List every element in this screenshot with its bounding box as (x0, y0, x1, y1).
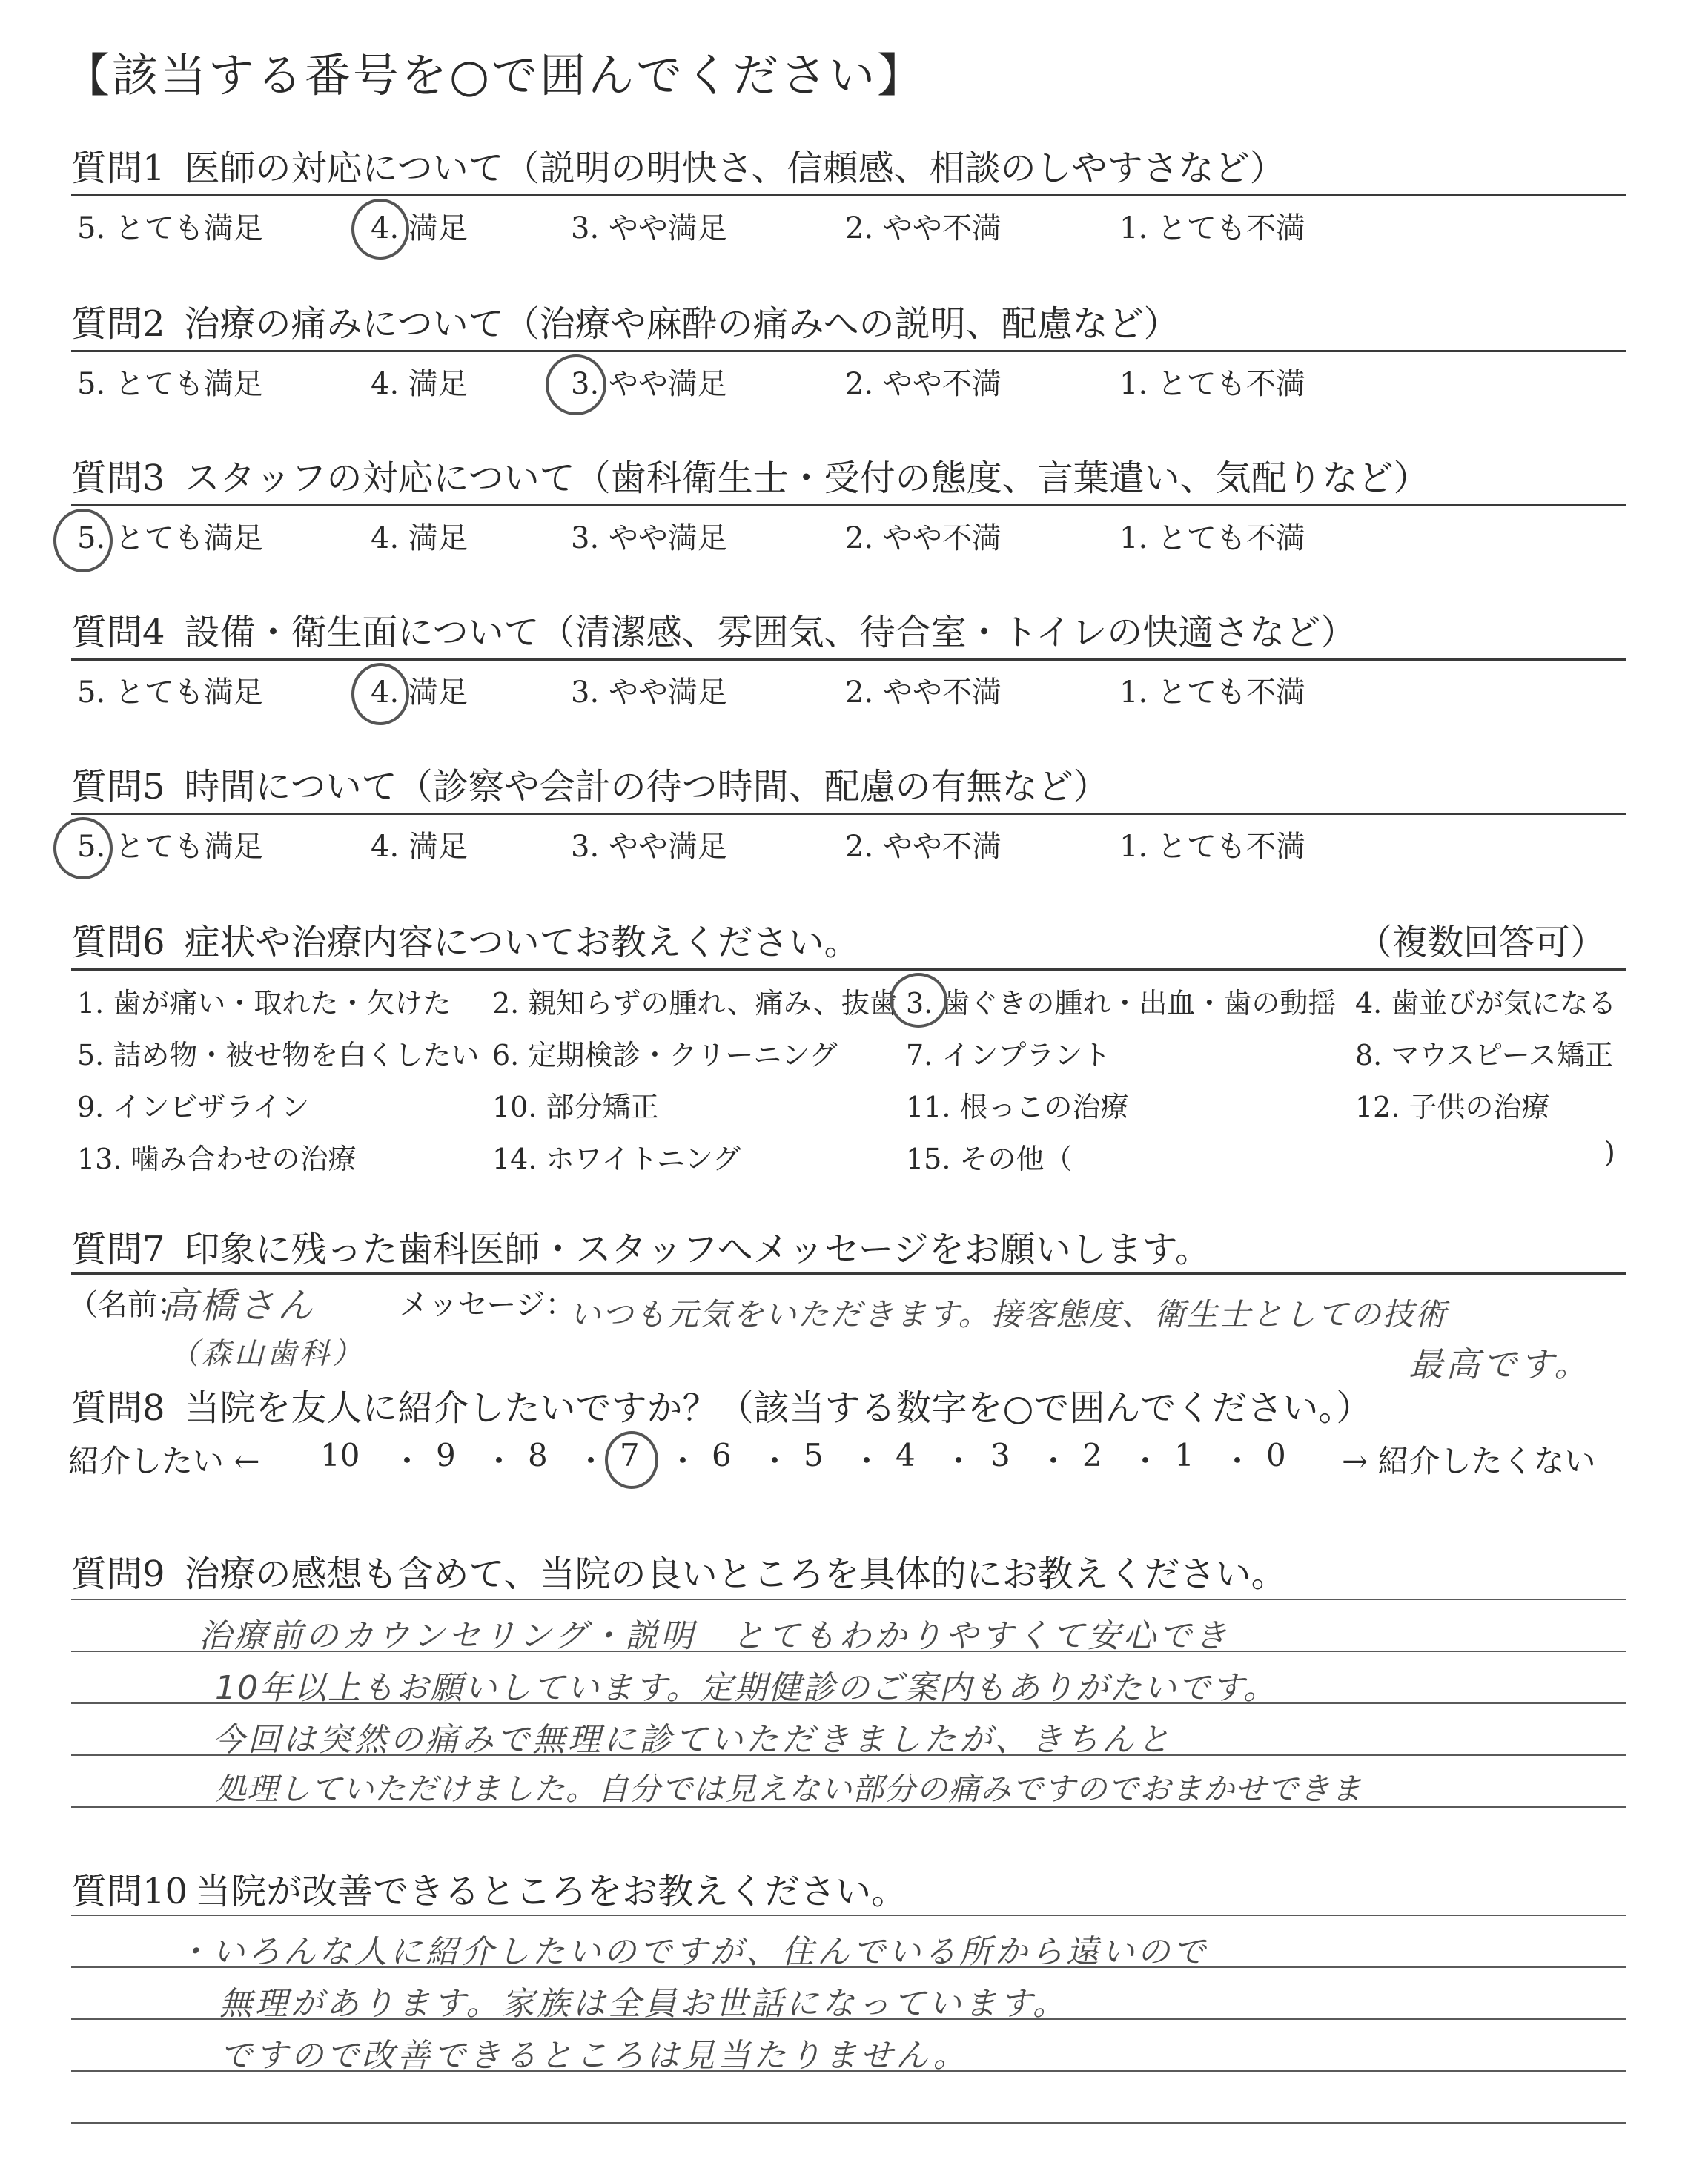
question-7-heading (71, 1221, 1211, 1272)
question-6-heading (71, 914, 860, 965)
divider (71, 504, 1626, 506)
q4-option-1[interactable]: 1. とても不満 (1119, 676, 1305, 710)
question-text: 印象に残った歯科医師・スタッフへメッセージをお願いします。 (184, 1229, 1211, 1270)
recommend-5[interactable]: 5 (804, 1437, 824, 1473)
q4-option-2[interactable]: 2. やや不満 (845, 676, 1002, 710)
recommend-3[interactable]: 3 (990, 1437, 1010, 1473)
question-8-heading (71, 1379, 1371, 1430)
q3-option-4[interactable]: 4. 満足 (371, 521, 468, 555)
q4-option-3[interactable]: 3. やや満足 (571, 676, 727, 710)
q5-option-1[interactable]: 1. とても不満 (1119, 830, 1305, 864)
q6-option-2[interactable]: 2. 親知らずの腫れ、痛み、抜歯 (492, 987, 898, 1020)
page-title: 【該当する番号を○で囲んでください】 (64, 48, 926, 102)
handwritten-message-line-1: いつも元気をいただきます。接客態度、衛生士としての技術 (569, 1296, 1448, 1332)
question-number: 質問1 (71, 148, 165, 189)
answer-line (71, 2122, 1626, 2124)
q6-option-12[interactable]: 12. 子供の治療 (1355, 1091, 1550, 1123)
q2-option-5[interactable]: 5. とても満足 (77, 367, 263, 401)
question-number: 質問6 (71, 922, 165, 963)
handwritten-answer-line: 処理していただけました。自分では見えない部分の痛みですのでおまかせできま (215, 1771, 1363, 1807)
q6-option-7[interactable]: 7. インプラント (906, 1039, 1111, 1071)
dot-separator: ・ (851, 1443, 883, 1479)
q2-option-4[interactable]: 4. 満足 (371, 367, 468, 401)
divider (71, 813, 1626, 815)
q6-option-6[interactable]: 6. 定期検診・クリーニング (492, 1039, 838, 1071)
question-text: 設備・衛生面について（清潔感、雰囲気、待合室・トイレの快適さなど） (184, 612, 1357, 653)
question-text: 当院を友人に紹介したいですか？（該当する数字を○で囲んでください。） (184, 1387, 1372, 1429)
multiple-answers-note: （複数回答可） (1357, 922, 1606, 963)
question-number: 質問10 (71, 1871, 188, 1912)
question-number: 質問4 (71, 612, 165, 653)
answer-line (71, 1915, 1626, 1916)
dot-separator: ・ (1130, 1443, 1162, 1479)
q1-option-5[interactable]: 5. とても満足 (77, 211, 263, 245)
dot-separator: ・ (1038, 1443, 1070, 1479)
q6-option-14[interactable]: 14. ホワイトニング (492, 1143, 741, 1175)
dot-separator: ・ (667, 1443, 699, 1479)
recommend-1[interactable]: 1 (1174, 1437, 1194, 1473)
handwritten-answer-line: 今回は突然の痛みで無理に診ていただきましたが、きちんと (212, 1721, 1173, 1759)
q3-option-2[interactable]: 2. やや不満 (845, 521, 1002, 555)
recommend-9[interactable]: 9 (436, 1437, 456, 1473)
q5-option-4[interactable]: 4. 満足 (371, 830, 468, 864)
handwritten-answer-line: ・いろんな人に紹介したいのですが、住んでいる所から遠いので (176, 1933, 1208, 1971)
q4-option-4[interactable]: 4. 満足 (371, 676, 468, 710)
q6-option-3[interactable]: 3. 歯ぐきの腫れ・出血・歯の動揺 (906, 987, 1337, 1020)
hand-drawn-circle (351, 199, 409, 260)
q3-option-5[interactable]: 5. とても満足 (77, 521, 263, 555)
recommend-right-label: → 紹介したくない (1342, 1443, 1596, 1479)
q6-option-9[interactable]: 9. インビザライン (77, 1091, 310, 1123)
q6-option-15[interactable]: 15. その他（ (906, 1143, 1073, 1175)
question-number: 質問7 (71, 1229, 165, 1270)
hand-drawn-circle (53, 509, 113, 572)
recommend-2[interactable]: 2 (1082, 1437, 1102, 1473)
message-label: メッセージ： (399, 1288, 575, 1322)
recommend-left-label: 紹介したい ← (68, 1443, 260, 1479)
q1-option-2[interactable]: 2. やや不満 (845, 211, 1002, 245)
divider (71, 350, 1626, 352)
question-text: 治療の痛みについて（治療や麻酔の痛みへの説明、配慮など） (184, 303, 1179, 345)
q2-option-3[interactable]: 3. やや満足 (571, 367, 727, 401)
name-label: （名前： (68, 1288, 187, 1322)
q6-option-5[interactable]: 5. 詰め物・被せ物を白くしたい (77, 1039, 480, 1071)
q6-option-4[interactable]: 4. 歯並びが気になる (1355, 987, 1617, 1020)
q4-option-5[interactable]: 5. とても満足 (77, 676, 263, 710)
question-number: 質問8 (71, 1387, 165, 1429)
recommend-10[interactable]: 10 (320, 1437, 360, 1473)
q6-other-close-paren: ) (1604, 1136, 1615, 1169)
q1-option-1[interactable]: 1. とても不満 (1119, 211, 1305, 245)
divider (71, 194, 1626, 196)
q2-option-2[interactable]: 2. やや不満 (845, 367, 1002, 401)
divider (71, 1272, 1626, 1275)
dot-separator: ・ (759, 1443, 791, 1479)
question-10-heading (71, 1863, 907, 1914)
dot-separator: ・ (943, 1443, 975, 1479)
handwritten-message-line-2: 最高です。 (1409, 1344, 1592, 1384)
q5-option-3[interactable]: 3. やや満足 (571, 830, 727, 864)
question-number: 質問9 (71, 1553, 165, 1595)
hand-drawn-circle (605, 1431, 658, 1489)
question-9-heading (71, 1545, 1287, 1596)
question-text: 症状や治療内容についてお教えください。 (184, 922, 860, 963)
handwritten-name: 高橋さん (162, 1285, 317, 1327)
question-number: 質問3 (71, 458, 165, 499)
q6-option-8[interactable]: 8. マウスピース矯正 (1355, 1039, 1613, 1071)
question-2-heading (71, 295, 1179, 346)
hand-drawn-circle (53, 817, 113, 879)
dot-separator: ・ (575, 1443, 607, 1479)
question-5-heading (71, 758, 1109, 809)
divider (71, 658, 1626, 661)
question-1-heading (71, 139, 1285, 191)
question-text: 時間について（診察や会計の待つ時間、配慮の有無など） (184, 766, 1109, 807)
divider (71, 968, 1626, 971)
recommend-7[interactable]: 7 (620, 1437, 640, 1473)
hand-drawn-circle (890, 973, 947, 1028)
question-number: 質問2 (71, 303, 165, 345)
answer-line (71, 1599, 1626, 1600)
q5-option-5[interactable]: 5. とても満足 (77, 830, 263, 864)
q5-option-2[interactable]: 2. やや不満 (845, 830, 1002, 864)
dot-separator: ・ (391, 1443, 423, 1479)
recommend-0[interactable]: 0 (1266, 1437, 1286, 1473)
hand-drawn-circle (351, 663, 409, 725)
recommend-6[interactable]: 6 (712, 1437, 732, 1473)
q6-option-1[interactable]: 1. 歯が痛い・取れた・欠けた (77, 987, 451, 1020)
handwritten-clinic: （森山歯科） (169, 1337, 365, 1371)
handwritten-answer-line: 10年以上もお願いしています。定期健診のご案内もありがたいです。 (215, 1669, 1277, 1707)
question-text: スタッフの対応について（歯科衛生士・受付の態度、言葉遣い、気配りなど） (184, 458, 1429, 499)
handwritten-answer-line: 治療前のカウンセリング・説明 とてもわかりやすくて安心でき (199, 1617, 1231, 1655)
q3-option-3[interactable]: 3. やや満足 (571, 521, 727, 555)
handwritten-answer-line: 無理があります。家族は全員お世話になっています。 (219, 1985, 1068, 2023)
question-text: 医師の対応について（説明の明快さ、信頼感、相談のしやすさなど） (184, 148, 1285, 189)
q1-option-4[interactable]: 4. 満足 (371, 211, 468, 245)
handwritten-answer-line: ですので改善できるところは見当たりません。 (219, 2037, 969, 2075)
recommend-4[interactable]: 4 (896, 1437, 916, 1473)
q3-option-1[interactable]: 1. とても不満 (1119, 521, 1305, 555)
question-4-heading (71, 604, 1356, 655)
dot-separator: ・ (483, 1443, 515, 1479)
question-text: 当院が改善できるところをお教えください。 (195, 1871, 907, 1912)
hand-drawn-circle (546, 354, 606, 415)
question-3-heading (71, 449, 1429, 501)
q1-option-3[interactable]: 3. やや満足 (571, 211, 727, 245)
dot-separator: ・ (1222, 1443, 1254, 1479)
q6-option-13[interactable]: 13. 噛み合わせの治療 (77, 1143, 357, 1175)
question-number: 質問5 (71, 766, 165, 807)
q6-option-11[interactable]: 11. 根っこの治療 (906, 1091, 1129, 1123)
q6-option-10[interactable]: 10. 部分矯正 (492, 1091, 659, 1123)
q2-option-1[interactable]: 1. とても不満 (1119, 367, 1305, 401)
recommend-8[interactable]: 8 (528, 1437, 548, 1473)
question-text: 治療の感想も含めて、当院の良いところを具体的にお教えください。 (184, 1553, 1287, 1595)
